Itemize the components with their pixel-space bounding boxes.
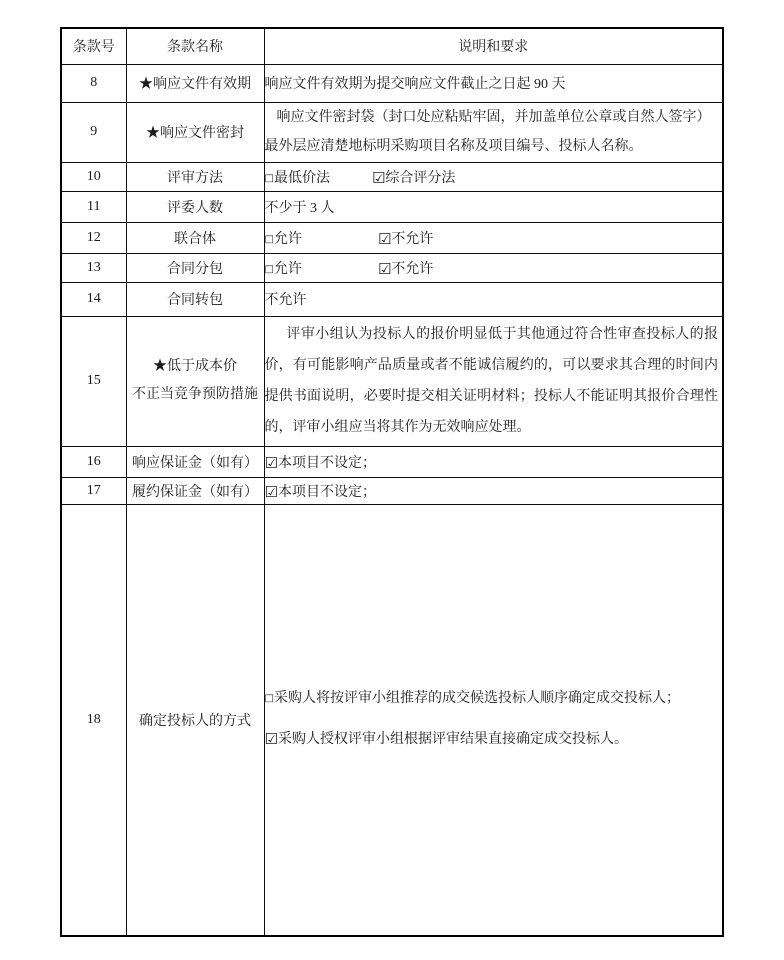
option-label: 允许	[273, 261, 302, 277]
clause-no: 8	[61, 64, 126, 102]
table-row-clause-9	[61, 102, 723, 162]
clauses-table	[60, 27, 724, 937]
clause-description	[264, 446, 723, 477]
table-row-clause-14	[61, 282, 723, 316]
table-row-clause-15	[61, 316, 723, 446]
clause-name: 联合体	[126, 222, 264, 253]
header-clause-no: 条款号	[61, 28, 126, 64]
clause-name: 评审方法	[126, 162, 264, 191]
checkbox-checked-icon: ☑	[264, 730, 278, 749]
clause-name-line1: ★低于成本价	[153, 359, 237, 374]
clause-description: 响应文件有效期为提交响应文件截止之日起 90 天	[264, 64, 723, 102]
checkbox-unchecked-icon: □	[264, 693, 274, 705]
clause-description	[264, 162, 723, 191]
clause-no: 12	[61, 222, 126, 253]
clause-description: 不少于 3 人	[264, 191, 723, 222]
table-row-clause-8	[61, 64, 723, 102]
clause-name: 合同分包	[126, 253, 264, 282]
checkbox-checked-icon: ☑	[264, 453, 278, 472]
table-row-clause-17	[61, 477, 723, 504]
clause-description	[264, 253, 723, 282]
option-label: 允许	[273, 231, 302, 247]
option-label: 最低价法	[273, 170, 330, 186]
clause-description: 不允许	[264, 282, 723, 316]
clause-no: 14	[61, 282, 126, 316]
clause-name: 确定投标人的方式	[126, 504, 264, 936]
option-label: 综合评分法	[385, 170, 456, 186]
header-row	[61, 28, 723, 64]
checkbox-checked-icon: ☑	[377, 229, 392, 248]
clause-name: ★响应文件有效期	[126, 64, 264, 102]
clause-description	[264, 504, 723, 936]
clause-no: 13	[61, 253, 126, 282]
option-label: 不允许	[391, 261, 434, 277]
option-label: 采购人授权评审小组根据评审结果直接确定成交投标人。	[277, 732, 628, 748]
option-label: 不允许	[391, 231, 434, 247]
clause-name: 履约保证金（如有）	[126, 477, 264, 504]
checkbox-checked-icon: ☑	[371, 168, 386, 187]
clause-name	[126, 316, 264, 446]
option-label: 本项目不设定；	[277, 484, 376, 500]
checkbox-unchecked-icon: □	[264, 263, 274, 275]
clause-name-line2: 不正当竞争预防措施	[132, 387, 258, 402]
clause-description	[264, 477, 723, 504]
table-row-clause-12	[61, 222, 723, 253]
option-row	[265, 686, 723, 713]
option-label: 本项目不设定；	[277, 455, 376, 471]
clause-no: 17	[61, 477, 126, 504]
option-label: 采购人将按评审小组推荐的成交候选投标人顺序确定成交投标人；	[273, 691, 680, 707]
clause-name: ★响应文件密封	[126, 102, 264, 162]
header-clause-name: 条款名称	[126, 28, 264, 64]
clause-name: 合同转包	[126, 282, 264, 316]
clause-no: 15	[61, 316, 126, 446]
clause-no: 9	[61, 102, 126, 162]
header-description: 说明和要求	[264, 28, 723, 64]
table-row-clause-16	[61, 446, 723, 477]
table-row-clause-18	[61, 504, 723, 936]
clause-description	[264, 102, 723, 162]
table-row-clause-10	[61, 162, 723, 191]
clause-no: 10	[61, 162, 126, 191]
checkbox-unchecked-icon: □	[264, 233, 274, 245]
clause-name: 评委人数	[126, 191, 264, 222]
clause-description	[264, 222, 723, 253]
paragraph: 响应文件密封袋（封口处应粘贴牢固，并加盖单位公章或自然人签字）最外层应清楚地标明采购项目名称及项目编号、投标人名称。	[264, 110, 711, 154]
clause-no: 18	[61, 504, 126, 936]
clause-no: 11	[61, 191, 126, 222]
checkbox-checked-icon: ☑	[264, 482, 278, 501]
clause-no: 16	[61, 446, 126, 477]
option-row	[265, 725, 723, 753]
paragraph: 评审小组认为投标人的报价明显低于其他通过符合性审查投标人的报价，有可能影响产品质量或者不能诚信履约的，可以要求其合理的时间内提供书面说明，必要时提交相关证明材料；投标人不能证明其报价合理性的，评审小组应当将其作为无效响应处理。	[264, 327, 718, 435]
table-row-clause-13	[61, 253, 723, 282]
checkbox-checked-icon: ☑	[377, 259, 392, 278]
clause-description	[264, 316, 723, 446]
table-row-clause-11	[61, 191, 723, 222]
checkbox-unchecked-icon: □	[264, 172, 274, 184]
clause-name: 响应保证金（如有）	[126, 446, 264, 477]
